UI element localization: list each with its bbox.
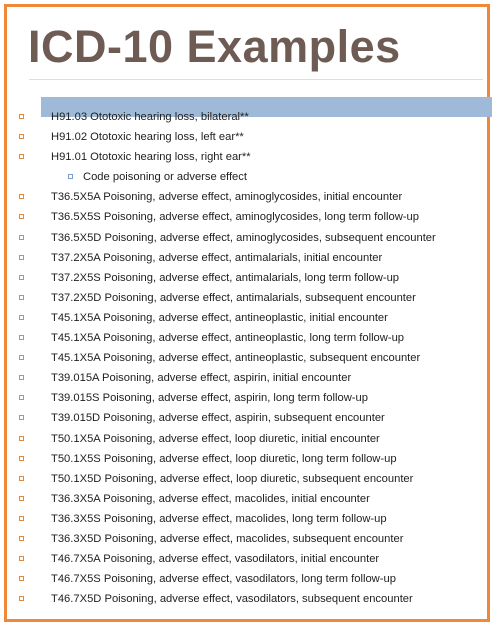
list-item bbox=[0, 429, 490, 449]
square-bullet-icon bbox=[19, 576, 24, 581]
list-item bbox=[0, 368, 490, 388]
square-bullet-icon bbox=[19, 255, 24, 260]
list-item-text: T37.2X5D Poisoning, adverse effect, antimalarials, subsequent encounter bbox=[51, 291, 416, 304]
list-item-text: T37.2X5S Poisoning, adverse effect, antimalarials, long term follow-up bbox=[51, 271, 400, 284]
list-item bbox=[0, 288, 490, 308]
list-item-text: Code poisoning or adverse effect bbox=[83, 171, 247, 184]
list-item-text: T39.015A Poisoning, adverse effect, aspirin, initial encounter bbox=[51, 372, 352, 385]
title-divider bbox=[29, 79, 483, 80]
list-item-text: H91.01 Ototoxic hearing loss, right ear** bbox=[51, 151, 251, 164]
list-item bbox=[0, 469, 490, 489]
square-bullet-icon bbox=[19, 415, 24, 420]
list-item bbox=[0, 268, 490, 288]
list-item-text: T39.015S Poisoning, adverse effect, aspirin, long term follow-up bbox=[51, 392, 368, 405]
icd-code-list bbox=[0, 107, 490, 609]
list-item-text: T50.1X5D Poisoning, adverse effect, loop diuretic, subsequent encounter bbox=[51, 472, 414, 485]
list-item-text: T46.7X5D Poisoning, adverse effect, vasodilators, subsequent encounter bbox=[51, 593, 413, 606]
list-item bbox=[0, 348, 490, 368]
list-item-text: T37.2X5A Poisoning, adverse effect, antimalarials, initial encounter bbox=[51, 251, 383, 264]
list-item bbox=[0, 228, 490, 248]
square-bullet-icon bbox=[19, 375, 24, 380]
list-item-text: T45.1X5A Poisoning, adverse effect, antineoplastic, subsequent encounter bbox=[51, 352, 421, 365]
list-item bbox=[0, 388, 490, 408]
square-bullet-icon bbox=[19, 436, 24, 441]
list-item-text: T36.5X5D Poisoning, adverse effect, aminoglycosides, subsequent encounter bbox=[51, 231, 436, 244]
list-item-text: H91.03 Ototoxic hearing loss, bilateral** bbox=[51, 111, 249, 123]
list-item bbox=[0, 107, 490, 127]
square-bullet-icon bbox=[19, 496, 24, 501]
square-bullet-icon bbox=[19, 295, 24, 300]
list-item bbox=[0, 569, 490, 589]
list-item bbox=[0, 589, 490, 609]
list-item-text: T46.7X5S Poisoning, adverse effect, vasodilators, long term follow-up bbox=[51, 573, 396, 586]
square-bullet-icon bbox=[19, 154, 24, 159]
list-item-text: T50.1X5S Poisoning, adverse effect, loop diuretic, long term follow-up bbox=[51, 452, 397, 465]
list-item bbox=[0, 328, 490, 348]
list-item-text: T36.3X5A Poisoning, adverse effect, macolides, initial encounter bbox=[51, 492, 370, 505]
slide-title: ICD-10 Examples bbox=[28, 21, 401, 72]
square-bullet-icon bbox=[19, 235, 24, 240]
list-item-text: T45.1X5A Poisoning, adverse effect, antineoplastic, long term follow-up bbox=[51, 332, 405, 345]
list-item-text: T36.3X5S Poisoning, adverse effect, macolides, long term follow-up bbox=[51, 512, 387, 525]
list-item-text: T45.1X5A Poisoning, adverse effect, antineoplastic, initial encounter bbox=[51, 311, 388, 324]
square-bullet-icon bbox=[19, 315, 24, 320]
list-item bbox=[0, 489, 490, 509]
list-item bbox=[0, 509, 490, 529]
square-bullet-icon bbox=[19, 456, 24, 461]
list-item-text: H91.02 Ototoxic hearing loss, left ear** bbox=[51, 131, 244, 144]
list-item bbox=[0, 127, 490, 147]
square-bullet-icon bbox=[19, 476, 24, 481]
square-bullet-icon bbox=[19, 516, 24, 521]
list-item bbox=[0, 308, 490, 328]
list-item-text: T36.5X5A Poisoning, adverse effect, aminoglycosides, initial encounter bbox=[51, 191, 403, 204]
square-bullet-icon bbox=[19, 536, 24, 541]
list-item-text: T36.3X5D Poisoning, adverse effect, macolides, subsequent encounter bbox=[51, 532, 404, 545]
square-bullet-icon bbox=[19, 335, 24, 340]
list-item bbox=[0, 147, 490, 167]
square-bullet-icon bbox=[19, 114, 24, 119]
list-item bbox=[0, 549, 490, 569]
list-item bbox=[0, 529, 490, 549]
list-item bbox=[0, 248, 490, 268]
square-bullet-icon bbox=[19, 275, 24, 280]
list-item bbox=[0, 207, 490, 227]
square-bullet-icon bbox=[19, 134, 24, 139]
list-item bbox=[0, 449, 490, 469]
square-bullet-icon bbox=[19, 395, 24, 400]
square-bullet-icon bbox=[68, 174, 73, 179]
square-bullet-icon bbox=[19, 355, 24, 360]
square-bullet-icon bbox=[19, 596, 24, 601]
square-bullet-icon bbox=[19, 556, 24, 561]
list-item-text: T39.015D Poisoning, adverse effect, aspirin, subsequent encounter bbox=[51, 412, 385, 425]
list-item-text: T46.7X5A Poisoning, adverse effect, vasodilators, initial encounter bbox=[51, 553, 380, 566]
list-item bbox=[0, 187, 490, 207]
list-item-text: T50.1X5A Poisoning, adverse effect, loop diuretic, initial encounter bbox=[51, 432, 380, 445]
list-item-text: T36.5X5S Poisoning, adverse effect, aminoglycosides, long term follow-up bbox=[51, 211, 419, 224]
square-bullet-icon bbox=[19, 214, 24, 219]
list-item bbox=[0, 408, 490, 428]
sub-list-item bbox=[0, 167, 490, 187]
square-bullet-icon bbox=[19, 194, 24, 199]
